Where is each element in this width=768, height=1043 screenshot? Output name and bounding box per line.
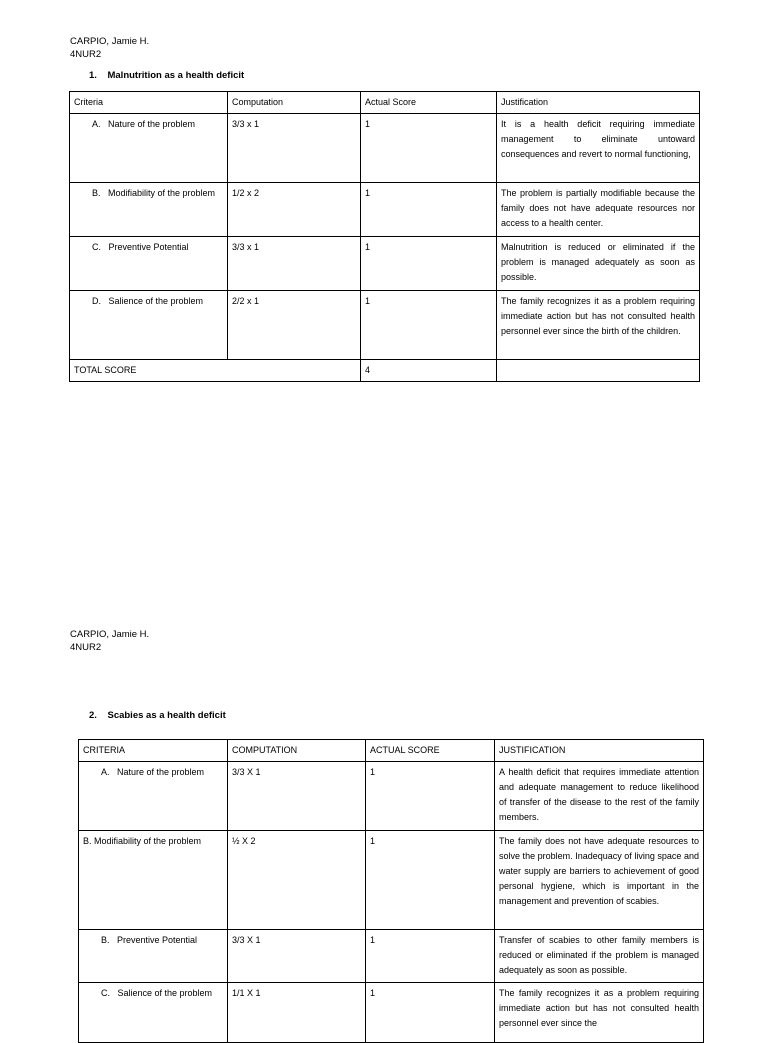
section-code: 4NUR2 [70,49,102,60]
justification-cell: A health deficit that requires immediate attention and adequate management to reduce likelihood of transfer of the disease to the rest of the family members. [495,762,704,831]
justification-cell: The problem is partially modifiable because the family does not have adequate resources nor access to a health center. [497,183,700,237]
score-cell: 1 [366,831,495,930]
score-cell: 1 [366,930,495,983]
score-cell: 1 [361,183,497,237]
table-row [79,831,704,930]
total-score-label: TOTAL SCORE [70,360,361,382]
score-cell: 1 [366,762,495,831]
computation-cell: 3/3 x 1 [228,114,361,183]
table-row [70,183,700,237]
criteria-cell: B. Modifiability of the problem [79,831,228,930]
score-cell: 1 [361,114,497,183]
header-actual-score: ACTUAL SCORE [366,740,495,762]
section-title: 1. Malnutrition as a health deficit [89,70,245,81]
criteria-cell: B. Modifiability of the problem [70,183,228,237]
section-title: 2. Scabies as a health deficit [89,710,226,721]
header-justification: JUSTIFICATION [495,740,704,762]
table-row [70,291,700,360]
header-criteria: Criteria [70,92,228,114]
justification-cell: Malnutrition is reduced or eliminated if the problem is managed adequately as soon as possible. [497,237,700,291]
table-header-row [79,740,704,762]
header-computation: Computation [228,92,361,114]
total-score-value: 4 [361,360,497,382]
section-code: 4NUR2 [70,642,102,653]
table-row [79,930,704,983]
justification-cell: The family does not have adequate resources to solve the problem. Inadequacy of living space and water supply are barriers to achievement of good personal hygiene, which is important in the management and prevention of scabies. [495,831,704,930]
header-computation: COMPUTATION [228,740,366,762]
criteria-cell: C. Preventive Potential [70,237,228,291]
header-criteria: CRITERIA [79,740,228,762]
computation-cell: 3/3 X 1 [228,762,366,831]
justification-cell: Transfer of scabies to other family members is reduced or eliminated if the problem is managed adequately as soon as possible. [495,930,704,983]
total-justification-cell [497,360,700,382]
criteria-cell: D. Salience of the problem [70,291,228,360]
computation-cell: 1/1 X 1 [228,983,366,1043]
justification-cell: The family recognizes it as a problem requiring immediate action but has not consulted health personnel ever since the [495,983,704,1043]
criteria-cell: A. Nature of the problem [70,114,228,183]
table-row [70,114,700,183]
student-name: CARPIO, Jamie H. [70,629,150,640]
computation-cell: 3/3 x 1 [228,237,361,291]
score-cell: 1 [361,237,497,291]
scoring-table-malnutrition [69,91,700,382]
table-row [70,237,700,291]
computation-cell: 1/2 x 2 [228,183,361,237]
criteria-cell: A. Nature of the problem [79,762,228,831]
table-header-row [70,92,700,114]
justification-cell: It is a health deficit requiring immediate management to eliminate untoward consequences and revert to normal functioning, [497,114,700,183]
computation-cell: 3/3 X 1 [228,930,366,983]
justification-cell: The family recognizes it as a problem requiring immediate action but has not consulted health personnel ever since the birth of the children. [497,291,700,360]
score-cell: 1 [366,983,495,1043]
header-actual-score: Actual Score [361,92,497,114]
total-row [70,360,700,382]
header-justification: Justification [497,92,700,114]
score-cell: 1 [361,291,497,360]
criteria-cell: C. Salience of the problem [79,983,228,1043]
criteria-cell: B. Preventive Potential [79,930,228,983]
computation-cell: ½ X 2 [228,831,366,930]
table-row [79,762,704,831]
student-name: CARPIO, Jamie H. [70,36,150,47]
computation-cell: 2/2 x 1 [228,291,361,360]
scoring-table-scabies [78,739,704,1043]
table-row [79,983,704,1043]
